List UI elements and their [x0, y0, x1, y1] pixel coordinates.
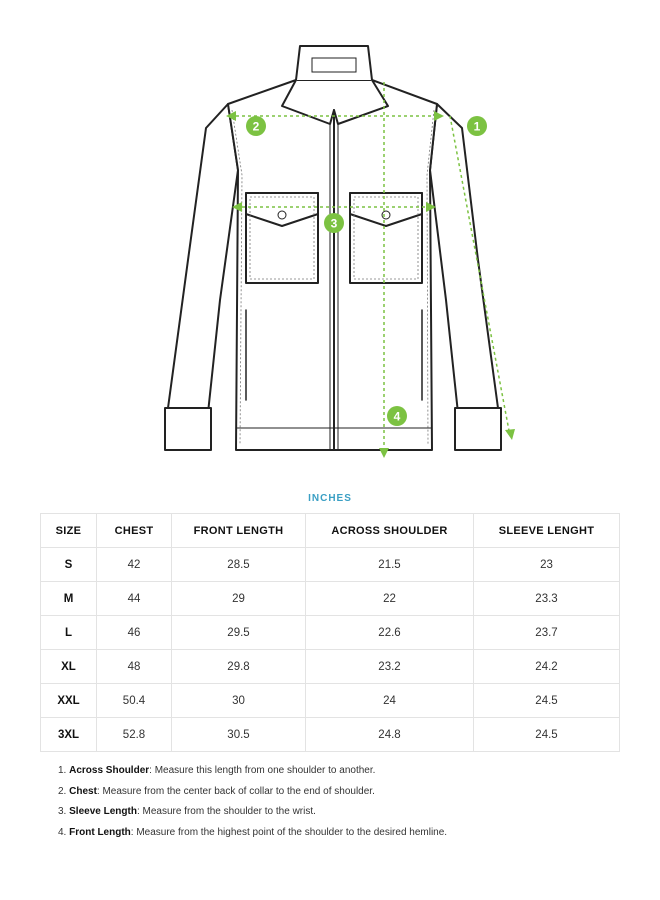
- table-row: [41, 582, 620, 616]
- svg-text:1: 1: [473, 119, 481, 134]
- chest-cell: 46: [97, 616, 172, 650]
- svg-text:3: 3: [330, 216, 338, 231]
- svg-text:2: 2: [252, 119, 260, 134]
- size-cell: L: [41, 616, 97, 650]
- svg-text:4: 4: [393, 409, 401, 424]
- front-length-cell: 30.5: [172, 718, 306, 752]
- size-cell: S: [41, 548, 97, 582]
- across-shoulder-cell: 23.2: [306, 650, 474, 684]
- measure-marker-3: [324, 213, 344, 233]
- front-length-cell: 29.5: [172, 616, 306, 650]
- measurement-notes: [58, 764, 638, 846]
- size-cell: M: [41, 582, 97, 616]
- size-chart-table: [40, 513, 620, 752]
- note-item: 4. Front Length: Measure from the highest point of the shoulder to the desired hemline.: [58, 826, 448, 838]
- header-chest: CHEST: [97, 514, 172, 548]
- units-label: INCHES: [308, 493, 352, 504]
- table-row: [41, 684, 620, 718]
- sleeve-length-cell: 24.5: [474, 718, 620, 752]
- header-sleeve-length: SLEEVE LENGHT: [474, 514, 620, 548]
- chest-cell: 52.8: [97, 718, 172, 752]
- size-cell: XXL: [41, 684, 97, 718]
- sleeve-length-cell: 23.3: [474, 582, 620, 616]
- across-shoulder-cell: 22.6: [306, 616, 474, 650]
- front-length-cell: 30: [172, 684, 306, 718]
- front-length-cell: 29: [172, 582, 306, 616]
- header-size: SIZE: [41, 514, 97, 548]
- measure-marker-1: [467, 116, 487, 136]
- note-item: 2. Chest: Measure from the center back of collar to the end of shoulder.: [58, 785, 375, 797]
- sleeve-length-cell: 24.5: [474, 684, 620, 718]
- size-cell: XL: [41, 650, 97, 684]
- table-row: [41, 718, 620, 752]
- header-front-length: FRONT LENGTH: [172, 514, 306, 548]
- table-row: [41, 548, 620, 582]
- across-shoulder-cell: 24: [306, 684, 474, 718]
- note-item: 3. Sleeve Length: Measure from the shoulder to the wrist.: [58, 806, 316, 817]
- note-item: 1. Across Shoulder: Measure this length from one shoulder to another.: [58, 765, 376, 776]
- chest-cell: 50.4: [97, 684, 172, 718]
- sleeve-length-cell: 23: [474, 548, 620, 582]
- chest-cell: 44: [97, 582, 172, 616]
- measure-marker-2: [246, 116, 266, 136]
- sleeve-length-cell: 24.2: [474, 650, 620, 684]
- size-cell: 3XL: [41, 718, 97, 752]
- chest-cell: 42: [97, 548, 172, 582]
- across-shoulder-cell: 24.8: [306, 718, 474, 752]
- across-shoulder-cell: 22: [306, 582, 474, 616]
- sleeve-length-cell: 23.7: [474, 616, 620, 650]
- table-row: [41, 650, 620, 684]
- header-across-shoulder: ACROSS SHOULDER: [306, 514, 474, 548]
- table-header-row: [41, 514, 620, 548]
- table-row: [41, 616, 620, 650]
- front-length-cell: 29.8: [172, 650, 306, 684]
- chest-cell: 48: [97, 650, 172, 684]
- across-shoulder-cell: 21.5: [306, 548, 474, 582]
- measure-marker-4: [387, 406, 407, 426]
- front-length-cell: 28.5: [172, 548, 306, 582]
